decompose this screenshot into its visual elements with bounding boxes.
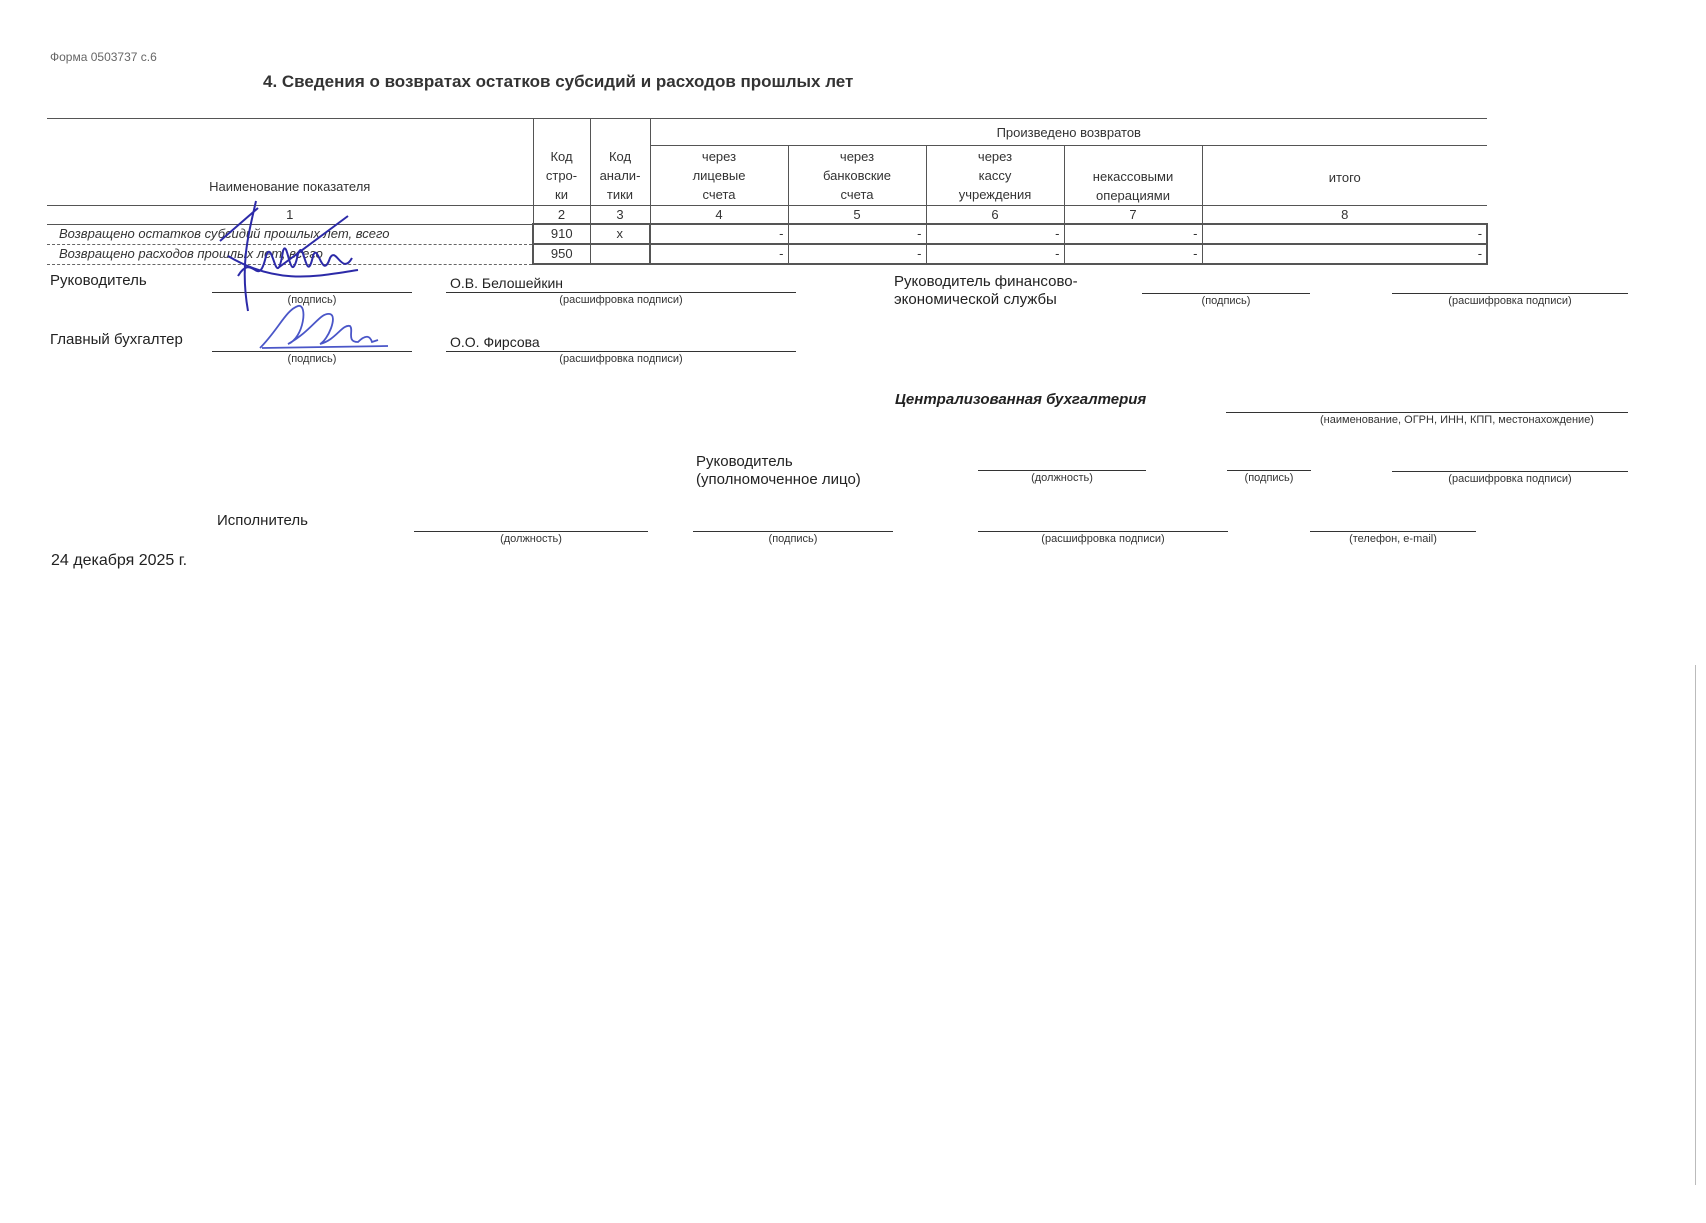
executor-signature-caption: (подпись) bbox=[768, 533, 818, 545]
row-value: - bbox=[1202, 244, 1487, 264]
fin-head-signature-caption: (подпись) bbox=[1201, 295, 1251, 307]
executor-phone-caption: (телефон, e-mail) bbox=[1349, 533, 1437, 545]
chief-accountant-decode-line bbox=[446, 351, 796, 352]
header-col-cashdesk: через кассу учреждения bbox=[926, 146, 1064, 206]
head-decode-caption: (расшифровка подписи) bbox=[559, 294, 683, 306]
row-name: Возвращено расходов прошлых лет, всего bbox=[47, 244, 533, 264]
col-number: 1 bbox=[47, 206, 533, 225]
row-code: 910 bbox=[533, 224, 590, 244]
fin-head-decode-line bbox=[1392, 293, 1628, 294]
header-row-code: Код стро- ки bbox=[533, 119, 590, 206]
chief-accountant-label: Главный бухгалтер bbox=[50, 331, 183, 348]
chief-accountant-name: О.О. Фирсова bbox=[450, 334, 540, 350]
col-number: 2 bbox=[533, 206, 590, 225]
authorized-decode-caption: (расшифровка подписи) bbox=[1448, 473, 1572, 485]
centralized-accounting-line bbox=[1226, 412, 1628, 413]
col-number: 6 bbox=[926, 206, 1064, 225]
executor-position-line bbox=[414, 531, 648, 532]
document-date: 24 декабря 2025 г. bbox=[51, 552, 188, 569]
col-number: 5 bbox=[788, 206, 926, 225]
authorized-head-label: Руководитель (уполномоченное лицо) bbox=[696, 453, 861, 488]
row-name: Возвращено остатков субсидий прошлых лет, всего bbox=[47, 224, 533, 244]
col-number: 3 bbox=[590, 206, 650, 225]
row-value: - bbox=[926, 244, 1064, 264]
row-value: - bbox=[926, 224, 1064, 244]
header-produced: Произведено возвратов bbox=[650, 119, 1487, 146]
centralized-accounting-caption: (наименование, ОГРН, ИНН, КПП, местонахождение) bbox=[1320, 414, 1594, 426]
row-value: - bbox=[788, 244, 926, 264]
head-name: О.В. Белошейкин bbox=[450, 275, 564, 291]
authorized-position-line bbox=[978, 470, 1146, 471]
centralized-accounting-label: Централизованная бухгалтерия bbox=[895, 391, 1147, 408]
executor-label: Исполнитель bbox=[217, 512, 308, 529]
fin-head-label: Руководитель финансово- экономической службы bbox=[894, 273, 1078, 308]
col-number: 7 bbox=[1064, 206, 1202, 225]
row-analytic: x bbox=[590, 224, 650, 244]
head-decode-line bbox=[446, 292, 796, 293]
header-col-personal-accounts: через лицевые счета bbox=[650, 146, 788, 206]
executor-phone-line bbox=[1310, 531, 1476, 532]
executor-position-caption: (должность) bbox=[500, 533, 562, 545]
executor-decode-caption: (расшифровка подписи) bbox=[1041, 533, 1165, 545]
header-col-bank-accounts: через банковские счета bbox=[788, 146, 926, 206]
fin-head-decode-caption: (расшифровка подписи) bbox=[1448, 295, 1572, 307]
authorized-signature-caption: (подпись) bbox=[1244, 472, 1294, 484]
row-value: - bbox=[1202, 224, 1487, 244]
col-number: 8 bbox=[1202, 206, 1487, 225]
page-edge-line bbox=[1695, 665, 1696, 1185]
executor-decode-line bbox=[978, 531, 1228, 532]
header-col-total: итого bbox=[1202, 146, 1487, 206]
section-title: 4. Сведения о возвратах остатков субсидий и расходов прошлых лет bbox=[263, 72, 854, 91]
header-col-noncash: некассовыми операциями bbox=[1064, 146, 1202, 206]
col-number: 4 bbox=[650, 206, 788, 225]
authorized-decode-line bbox=[1392, 471, 1628, 472]
head-label: Руководитель bbox=[50, 272, 147, 289]
row-value: - bbox=[650, 244, 788, 264]
chief-accountant-signature-image bbox=[258, 300, 398, 352]
form-code: Форма 0503737 с.6 bbox=[50, 50, 157, 64]
header-name: Наименование показателя bbox=[47, 119, 533, 206]
row-value: - bbox=[650, 224, 788, 244]
chief-accountant-signature-caption: (подпись) bbox=[287, 353, 337, 365]
row-analytic bbox=[590, 244, 650, 264]
chief-accountant-decode-caption: (расшифровка подписи) bbox=[559, 353, 683, 365]
row-value: - bbox=[1064, 244, 1202, 264]
authorized-signature-line bbox=[1227, 470, 1311, 471]
executor-signature-line bbox=[693, 531, 893, 532]
fin-head-signature-line bbox=[1142, 293, 1310, 294]
row-value: - bbox=[1064, 224, 1202, 244]
row-code: 950 bbox=[533, 244, 590, 264]
head-signature-caption: (подпись) bbox=[287, 294, 337, 306]
header-analytic-code: Код анали- тики bbox=[590, 119, 650, 206]
authorized-position-caption: (должность) bbox=[1031, 472, 1093, 484]
row-value: - bbox=[788, 224, 926, 244]
